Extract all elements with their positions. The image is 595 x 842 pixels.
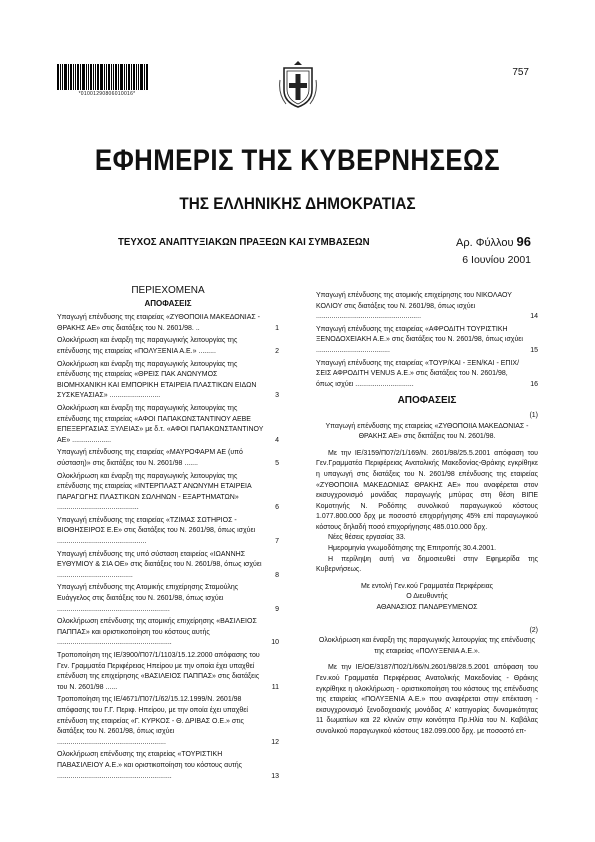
toc-item: [57, 583, 279, 615]
toc-item-page: 3: [275, 392, 279, 400]
page-number: 757: [512, 67, 529, 78]
toc-item-text: Υπαγωγή επένδυσης της ατομικής επιχείρησης του ΝΙΚΟΛΑΟΥ ΚΟΛΙΟΥ στις διατάξεις του Ν. 2601/98, όπως ισχύει ......................................................: [316, 292, 512, 321]
decision-1-date: Ημερομηνία γνωμοδότησης της Επιτροπής 30.4.2001.: [328, 545, 497, 553]
toc-item-page: 10: [271, 639, 279, 647]
series-name: ΤΕΥΧΟΣ ΑΝΑΠΤΥΞΙΑΚΩΝ ΠΡΑΞΕΩΝ ΚΑΙ ΣΥΜΒΑΣΕΩΝ: [118, 236, 370, 248]
toc-right-list: [316, 291, 538, 390]
toc-item-page: 12: [271, 738, 279, 746]
barcode: [57, 64, 157, 90]
toc-item-page: 8: [275, 571, 279, 579]
toc-item: [57, 617, 279, 649]
issue-prefix: Αρ. Φύλλου: [456, 237, 517, 249]
toc-item-text: Υπαγωγή επένδυσης της εταιρείας «ΤΖΙΜΑΣ ΣΩΤΗΡΙΟΣ - ΒΙΟΘΗΣΕΙΡΟΣ Ε.Ε» στις διατάξεις του Ν. 2601/98, όπως ισχύει ..............................................: [57, 516, 256, 546]
toc-item-page: 9: [275, 605, 279, 613]
decision-1-signature-name: ΑΘΑΝΑΣΙΟΣ ΠΑΝΔΡΕΥΜΕΝΟΣ: [376, 604, 478, 612]
barcode-number: *01001290806010016*: [78, 91, 136, 97]
toc-item: [57, 404, 279, 446]
toc-item: [57, 750, 279, 782]
toc-subheading: ΑΠΟΦΑΣΕΙΣ: [144, 298, 192, 308]
toc-item-page: 15: [530, 346, 538, 354]
toc-item-text: Υπαγωγή επένδυσης της εταιρείας «ΖΥΘΟΠΟΙΙΑ ΜΑΚΕΔΟΝΙΑΣ - ΘΡΑΚΗΣ ΑΕ» στις διατάξεις του Ν. 2601/98. ..: [57, 314, 260, 332]
issue-date: 6 Ιουνίου 2001: [462, 254, 531, 266]
gazette-subtitle: ΤΗΣ ΕΛΛΗΝΙΚΗΣ ΔΗΜΟΚΡΑΤΙΑΣ: [179, 194, 416, 213]
toc-item: [57, 448, 279, 469]
toc-item-text: Ολοκλήρωση και έναρξη της παραγωγικής λειτουργίας της επένδυσης της εταιρείας «ΘΡΕΙΣ ΠΑΚ ΑΝΩΝΥΜΟΣ ΒΙΟΜΗΧΑΝΙΚΗ ΚΑΙ ΕΜΠΟΡΙΚΗ ΕΤΑΙΡΕΙΑ ΠΛΑΣΤΙΚΩΝ ΕΙΔΩΝ ΣΥΣΚΕΥΑΣΙΑΣ» ..........................: [57, 360, 257, 400]
toc-item-page: 16: [530, 380, 538, 388]
toc-item: [57, 360, 279, 402]
toc-left-column: [57, 286, 279, 784]
toc-item: [316, 325, 538, 357]
issue-number: [456, 234, 531, 249]
decision-1-signature-line1: Με εντολή Γεν.κού Γραμματέα Περιφέρειας: [360, 582, 494, 590]
toc-item-page: 4: [275, 436, 279, 444]
toc-item-page: 2: [275, 347, 279, 355]
decision-2-number: (2): [529, 626, 538, 634]
decision-1-number: (1): [529, 411, 538, 419]
toc-heading: ΠΕΡΙΕΧΟΜΕΝΑ: [131, 285, 205, 296]
toc-item: [57, 336, 279, 357]
toc-item-text: Ολοκλήρωση επένδυσης της εταιρείας «ΤΟΥΡΙΣΤΙΚΗ ΠΑΒΑΣΙΛΕΙΟΥ Α.Ε.» και οριστικοποίηση του κόστους αυτής ...........................................................: [57, 751, 243, 780]
toc-item-page: 13: [271, 772, 279, 780]
decisions-heading: ΑΠΟΦΑΣΕΙΣ: [397, 395, 457, 407]
decision-1-publish: Η περίληψη αυτή να δημοσιευθεί στην Εφημερίδα της Κυβερνήσεως.: [316, 555, 538, 574]
toc-item-text: Υπαγωγή επένδυσης της υπό σύσταση εταιρείας «ΙΩΑΝΝΗΣ ΕΥΘΥΜΙΟΥ & ΣΙΑ ΟΕ» στις διατάξεις του Ν. 2601/98, όπως ισχύει .......................................: [57, 550, 262, 579]
toc-item: [57, 550, 279, 582]
decision-1-signature-line2: Ο Διευθυντής: [406, 593, 448, 601]
decision-2-paragraph: Με την ΙΕ/ΟΕ/3187/Π02/1/66/Ν.2601/98/28.5.2001 απόφαση του Γεν.κού Γραμματέα Περιφέρειας Ανατολικής Μακεδονίας - Θράκης εγκρίθηκε η ολοκλήρωση - οριστικοποίηση του κόστους της επένδυσης της εταιρείας «ΠΟΛΥΞΕΝΙΑ Α.Ε.» που αναφέρεται στην επέκταση - εκσυγχρονισμό ξενοδοχειακής μονάδας Α' κατηγορίας δυναμικότητας 11 δωματίων και 22 κλινών στην κοινότητα Πρ.Ηλία του Ν. Καβάλας συνολικού παραγωγικού κόστους 182.099.000 δρχ. με ποσοστό επ-: [316, 664, 538, 735]
toc-item-page: 5: [275, 459, 279, 467]
toc-item-text: Υπαγωγή επένδυσης της εταιρείας «ΤΟΥΡ/ΚΑΙ - ΞΕΝ/ΚΑΙ - ΕΠΙΧ/ΣΕΙΣ ΑΦΡΟΔΙΤΗ VENUS Α.Ε.» στις διατάξεις του Ν. 2601/98, όπως ισχύει ..............................: [316, 359, 520, 388]
toc-item: [316, 359, 538, 391]
toc-item-text: Υπαγωγή επένδυσης της εταιρείας «ΑΦΡΟΔΙΤΗ ΤΟΥΡΙΣΤΙΚΗ ΞΕΝΟΔΟΧΕΙΑΚΗ Α.Ε.» στις διατάξεις του Ν. 2601/98, όπως ισχύει ......................................: [316, 325, 523, 354]
toc-item: [57, 651, 279, 693]
toc-item-page: 1: [275, 324, 279, 332]
coat-of-arms-emblem: [278, 60, 318, 110]
decision-2-title: Ολοκλήρωση και έναρξη της παραγωγικής λειτουργίας της επένδυσης της εταιρείας «ΠΟΛΥΞΕΝΙΑ Α.Ε.».: [318, 637, 536, 655]
toc-item-page: 14: [530, 313, 538, 321]
toc-item-text: Ολοκλήρωση και έναρξη της παραγωγικής λειτουργίας της επένδυσης της εταιρείας «ΠΟΛΥΞΕΝΙΑ Α.Ε.» .........: [57, 337, 238, 355]
toc-item: [316, 291, 538, 323]
toc-item-text: Τροποποίηση της ΙΕ/4671/Π07/1/62/15.12.1999/Ν. 2601/98 απόφασης του Γ.Γ. Περιφ. Ηπείρου, με την οποία έχει υπαχθεί επένδυση της εταιρείας «Γ. ΚΥΡΚΟΣ - Θ. ΔΡΙΒΑΣ Ο.Ε.» στις διατάξεις του Ν. 2601/98, όπως ισχύει ........................................................: [57, 696, 248, 746]
right-column: [316, 291, 538, 738]
toc-item: [57, 695, 279, 748]
toc-item: [57, 472, 279, 514]
toc-item-text: Υπαγωγή επένδυσης της Ατομικής επιχείρησης Σταμούλης Ευάγγελος στις διατάξεις του Ν. 2601/98, όπως ισχύει ..........................................................: [57, 584, 239, 613]
toc-item-text: Υπαγωγή επένδυσης της εταιρείας «ΜΑΥΡΟΦΑΡΜ ΑΕ (υπό σύσταση)» στις διατάξεις του Ν. 2601/98 .......: [57, 449, 243, 467]
decision-1-paragraph: Με την ΙΕ/3159/Π07/2/1/169/Ν. 2601/98/25.5.2001 απόφαση του Γεν.Γραμματέα Περιφέρειας Ανατολικής Μακεδονίας-Θράκης εγκρίθηκε η υπαγωγή στις διατάξεις του Ν. 2601/98 επένδυσης της εταιρείας «ΖΥΘΟΠΟΙΙΑ ΜΑΚΕΔΟΝΙΑΣ ΘΡΑΚΗΣ ΑΕ» που αναφέρεται στον εκσυγχρονισμό μονάδας παραγωγής μπύρας στη θέση ΒΙΠΕ Κομοτηνής Ν. Ροδόπης συνολικού παραγωγικού κόστους 1.077.800.000 δρχ με ποσοστό επιχορήγησης 45% επί παραγωγικού κόστους δηλαδή ποσό επιχορήγησης 485.010.000 δρχ.: [316, 449, 538, 531]
toc-item-text: Ολοκλήρωση επένδυσης της ατομικής επιχείρησης «ΒΑΣΙΛΕΙΟΣ ΠΑΠΠΑΣ» και οριστικοποίηση του κόστους αυτής ...........................................................: [57, 618, 257, 647]
decision-1-title: Υπαγωγή επένδυσης της εταιρείας «ΖΥΘΟΠΟΙΙΑ ΜΑΚΕΔΟΝΙΑΣ - ΘΡΑΚΗΣ ΑΕ» στις διατάξεις του Ν. 2601/98.: [325, 422, 529, 441]
toc-item-page: 7: [275, 538, 279, 546]
toc-item-text: Ολοκλήρωση και έναρξη της παραγωγικής λειτουργίας της επένδυσης της εταιρείας «ΙΝΤΕΡΠΛΑΣΤ ΑΝΩΝΥΜΗ ΕΤΑΙΡΕΙΑ ΠΑΡΑΓΩΓΗΣ ΠΛΑΣΤΙΚΩΝ ΣΩΛΗΝΩΝ - ΕΞΑΡΤΗΜΑΤΩΝ» ..........................................: [57, 472, 252, 512]
toc-item: [57, 516, 279, 548]
gazette-title: ΕΦΗΜΕΡΙΣ ΤΗΣ ΚΥΒΕΡΝΗΣΕΩΣ: [94, 144, 501, 177]
toc-item: [57, 313, 279, 334]
issue-value: 96: [516, 234, 531, 249]
toc-item-page: 6: [275, 504, 279, 512]
toc-item-text: Τροποποίηση της ΙΕ/3900/Π07/1/1103/15.12.2000 απόφασης του Γεν. Γραμματέα Περιφέρειας Ηπείρου με την οποία έχει υπαχθεί επένδυση της επιχείρησης «ΒΑΣΙΛΕΙΟΣ ΠΑΠΠΑΣ» στις διατάξεις του Ν. 2601/98 ......: [57, 652, 260, 691]
toc-item-page: 11: [271, 683, 279, 691]
decision-1-jobs: Νέες θέσεις εργασίας 33.: [328, 534, 406, 542]
toc-left-list: [57, 313, 279, 782]
toc-item-text: Ολοκλήρωση και έναρξη της παραγωγικής λειτουργίας της επένδυσης της εταιρείας «ΑΦΟΙ ΠΑΠΑΚΩΝΣΤΑΝΤΙΝΟΥ ΑΕΒΕ ΕΠΕΞΕΡΓΑΣΙΑΣ ΞΥΛΕΙΑΣ» με δ.τ. «ΑΦΟΙ ΠΑΠΑΚΩΝΣΤΑΝΤΙΝΟΥ ΑΕ» ....................: [57, 404, 264, 444]
